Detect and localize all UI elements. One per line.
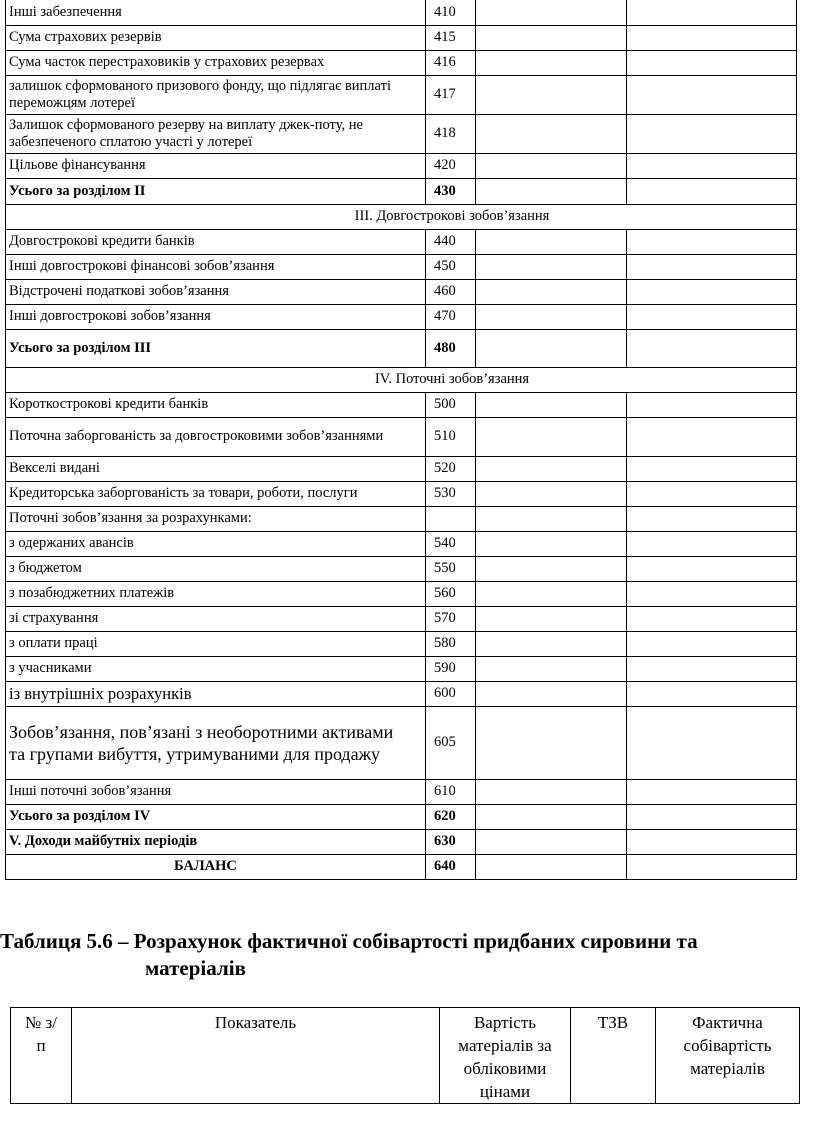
row-label: Сума часток перестраховиків у страхових резервах [6, 50, 426, 75]
table-row [6, 417, 797, 456]
empty-cell [476, 153, 627, 178]
table-row [6, 50, 797, 75]
table-row [6, 581, 797, 606]
empty-cell [627, 606, 797, 631]
row-label: Короткострокові кредити банків [6, 392, 426, 417]
empty-cell [627, 279, 797, 304]
empty-cell [476, 329, 627, 367]
row-label: Кредиторська заборгованість за товари, роботи, послуги [6, 481, 426, 506]
empty-cell [627, 254, 797, 279]
table-row [6, 279, 797, 304]
row-code: 500 [426, 392, 476, 417]
row-code: 420 [426, 153, 476, 178]
row-label: Векселі видані [6, 456, 426, 481]
row-code: 630 [426, 829, 476, 854]
table-row [6, 606, 797, 631]
table-row [6, 804, 797, 829]
empty-cell [476, 506, 627, 531]
row-code: 590 [426, 656, 476, 681]
row-label: з позабюджетних платежів [6, 581, 426, 606]
row-label: Залишок сформованого резерву на виплату джек-поту, не забезпеченого сплатою участі у лотереї [6, 114, 426, 153]
row-label: Усього за розділом IV [6, 804, 426, 829]
row-label: Поточна заборгованість за довгостроковими зобов’язаннями [6, 417, 426, 456]
section-heading-text: IV. Поточні зобов’язання [374, 371, 530, 387]
empty-cell [627, 0, 797, 25]
row-label: V. Доходи майбутніх періодів [6, 829, 426, 854]
row-code: 510 [426, 417, 476, 456]
empty-cell [476, 804, 627, 829]
row-label: з оплати праці [6, 631, 426, 656]
empty-cell [627, 531, 797, 556]
empty-cell [627, 656, 797, 681]
empty-cell [476, 392, 627, 417]
table-row [6, 153, 797, 178]
empty-cell [627, 854, 797, 879]
row-code: 440 [426, 229, 476, 254]
empty-cell [627, 417, 797, 456]
row-code [426, 506, 476, 531]
row-label: з бюджетом [6, 556, 426, 581]
caption-line-2: матеріалів [145, 956, 246, 980]
empty-cell [627, 178, 797, 204]
empty-cell [627, 681, 797, 706]
empty-cell [476, 75, 627, 114]
table-row [6, 706, 797, 779]
table-row [6, 25, 797, 50]
column-header-actual-cost: Фактична собівартість матеріалів [656, 1008, 800, 1104]
empty-cell [627, 581, 797, 606]
table-row [6, 631, 797, 656]
row-code: 410 [426, 0, 476, 25]
row-code: 460 [426, 279, 476, 304]
row-label: з одержаних авансів [6, 531, 426, 556]
table-row [6, 229, 797, 254]
table-row [6, 854, 797, 879]
empty-cell [476, 656, 627, 681]
row-code: 560 [426, 581, 476, 606]
row-label: залишок сформованого призового фонду, що підлягає виплаті переможцям лотереї [6, 75, 426, 114]
empty-cell [476, 606, 627, 631]
row-code: 450 [426, 254, 476, 279]
empty-cell [627, 506, 797, 531]
empty-cell [476, 556, 627, 581]
empty-cell [476, 779, 627, 804]
empty-cell [627, 481, 797, 506]
empty-cell [627, 829, 797, 854]
empty-cell [476, 25, 627, 50]
row-label: Інші довгострокові фінансові зобов’язання [6, 254, 426, 279]
row-code: 610 [426, 779, 476, 804]
row-label: Інші довгострокові зобов’язання [6, 304, 426, 329]
empty-cell [476, 631, 627, 656]
empty-cell [627, 75, 797, 114]
row-code: 600 [426, 681, 476, 706]
row-code: 417 [426, 75, 476, 114]
row-label: Усього за розділом ІІІ [6, 329, 426, 367]
table-5-6 [10, 1007, 800, 1104]
table-row [6, 531, 797, 556]
empty-cell [476, 456, 627, 481]
empty-cell [476, 531, 627, 556]
empty-cell [627, 556, 797, 581]
empty-cell [627, 779, 797, 804]
row-label: Інші поточні зобов’язання [6, 779, 426, 804]
row-code: 416 [426, 50, 476, 75]
row-label: Інші забезпечення [6, 0, 426, 25]
table-row [6, 75, 797, 114]
section-row [6, 204, 797, 229]
empty-cell [476, 254, 627, 279]
caption-line-1: Таблиця 5.6 – Розрахунок фактичної собівартості придбаних сировини та [0, 929, 698, 953]
empty-cell [627, 114, 797, 153]
column-header-book-value: Вартість матеріалів за обліковими цінами [440, 1008, 571, 1104]
empty-cell [476, 178, 627, 204]
table-row [6, 304, 797, 329]
table-row [6, 0, 797, 25]
row-label: Сума страхових резервів [6, 25, 426, 50]
row-code: 605 [426, 706, 476, 779]
row-label: із внутрішніх розрахунків [6, 681, 426, 706]
table-row [6, 506, 797, 531]
column-header-number-text: № з/п [25, 1013, 57, 1055]
empty-cell [627, 229, 797, 254]
table-row [6, 329, 797, 367]
row-code: 640 [426, 854, 476, 879]
table-row [6, 681, 797, 706]
row-label: з учасниками [6, 656, 426, 681]
empty-cell [476, 481, 627, 506]
section-heading-text: ІІІ. Довгострокові зобов’язання [354, 208, 550, 224]
empty-cell [476, 706, 627, 779]
row-label-text: Зобов’язання, пов’язані з необоротними активами та групами вибуття, утримуваними для продажу [9, 721, 394, 764]
balance-table [5, 0, 797, 880]
empty-cell [476, 417, 627, 456]
empty-cell [476, 304, 627, 329]
row-code: 470 [426, 304, 476, 329]
section-heading [6, 367, 797, 392]
column-header-indicator: Показатель [72, 1008, 440, 1104]
empty-cell [476, 681, 627, 706]
empty-cell [476, 114, 627, 153]
table-header-row [11, 1008, 800, 1104]
row-label: зі страхування [6, 606, 426, 631]
empty-cell [476, 581, 627, 606]
empty-cell [627, 329, 797, 367]
empty-cell [627, 706, 797, 779]
row-code: 418 [426, 114, 476, 153]
section-heading [6, 204, 797, 229]
column-header-number [11, 1008, 72, 1104]
table-row [6, 392, 797, 417]
row-code: 550 [426, 556, 476, 581]
empty-cell [476, 229, 627, 254]
row-code: 540 [426, 531, 476, 556]
table-row [6, 656, 797, 681]
column-header-tzv: ТЗВ [571, 1008, 656, 1104]
table-row [6, 481, 797, 506]
empty-cell [476, 829, 627, 854]
empty-cell [627, 153, 797, 178]
table-row [6, 114, 797, 153]
row-code: 520 [426, 456, 476, 481]
empty-cell [627, 392, 797, 417]
table-row [6, 556, 797, 581]
table-caption [0, 928, 816, 982]
empty-cell [476, 50, 627, 75]
empty-cell [627, 304, 797, 329]
row-code: 620 [426, 804, 476, 829]
row-label: Поточні зобов’язання за розрахунками: [6, 506, 426, 531]
table-row [6, 456, 797, 481]
empty-cell [476, 0, 627, 25]
row-code: 480 [426, 329, 476, 367]
row-code: 530 [426, 481, 476, 506]
table-row [6, 178, 797, 204]
empty-cell [627, 456, 797, 481]
row-code: 580 [426, 631, 476, 656]
empty-cell [627, 25, 797, 50]
empty-cell [627, 50, 797, 75]
row-code: 415 [426, 25, 476, 50]
row-label: Цільове фінансування [6, 153, 426, 178]
section-row [6, 367, 797, 392]
table-row [6, 829, 797, 854]
row-label: БАЛАНС [6, 854, 426, 879]
row-code: 570 [426, 606, 476, 631]
empty-cell [627, 804, 797, 829]
empty-cell [476, 854, 627, 879]
row-label: Усього за розділом ІІ [6, 178, 426, 204]
table-row [6, 254, 797, 279]
empty-cell [627, 631, 797, 656]
table-row [6, 779, 797, 804]
row-label: Довгострокові кредити банків [6, 229, 426, 254]
row-label: Відстрочені податкові зобов’язання [6, 279, 426, 304]
row-code: 430 [426, 178, 476, 204]
empty-cell [476, 279, 627, 304]
row-label [6, 706, 426, 779]
